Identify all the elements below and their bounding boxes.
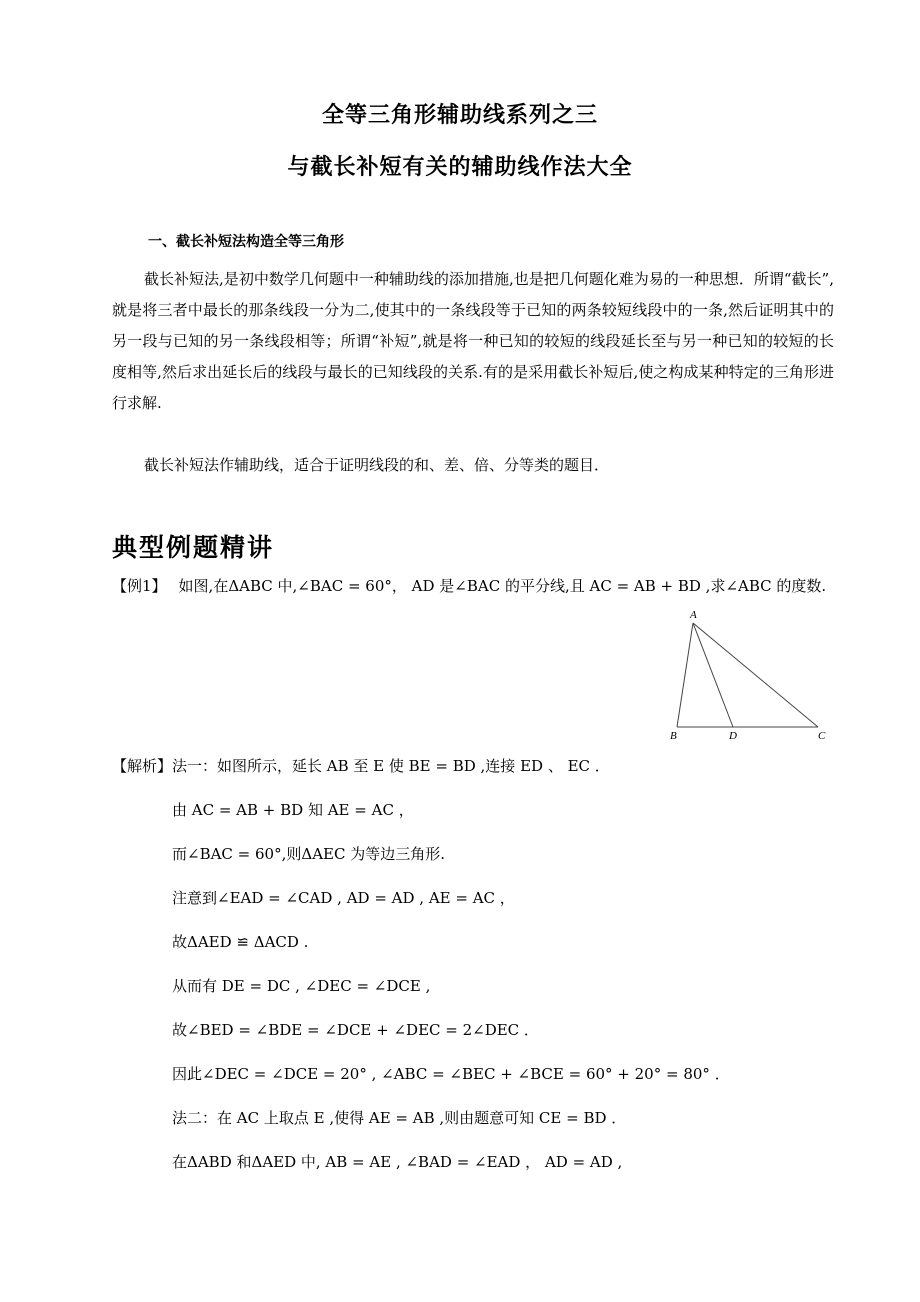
- solution-line-5: 故ΔAED ≌ ΔACD .: [172, 933, 309, 951]
- solution-line-10: 在ΔABD 和ΔAED 中, AB = AE , ∠BAD = ∠EAD ， AD = AD ,: [172, 1153, 623, 1171]
- edge-ac: [693, 623, 818, 727]
- solution-line-2: 由 AC = AB + BD 知 AE = AC ，: [172, 801, 414, 819]
- solution-line-7: 故∠BED = ∠BDE = ∠DCE + ∠DEC = 2∠DEC ．: [172, 1021, 539, 1039]
- triangle-figure: [660, 605, 840, 745]
- edge-ad: [693, 623, 733, 727]
- section-heading: 一、截长补短法构造全等三角形: [148, 234, 344, 250]
- solution-line-3: 而∠BAC = 60°,则ΔAEC 为等边三角形.: [172, 845, 445, 863]
- edge-ab: [677, 623, 693, 727]
- solution-line-1: 【解析】法一：如图所示，延长 AB 至 E 使 BE = BD ,连接 ED 、 EC ．: [112, 757, 610, 775]
- example-label: 【例1】: [112, 577, 167, 595]
- main-heading: 典型例题精讲: [112, 533, 275, 562]
- example-text: 如图,在ΔABC 中,∠BAC = 60°， AD 是∠BAC 的平分线,且 AC = AB + BD ,求∠ABC 的度数.: [178, 577, 827, 595]
- solution-line-8: 因此∠DEC = ∠DCE = 20° , ∠ABC = ∠BEC + ∠BCE = 60° + 20° = 80° ．: [172, 1065, 730, 1083]
- solution-line-4: 注意到∠EAD = ∠CAD , AD = AD , AE = AC ，: [172, 889, 515, 907]
- vertex-a-label: A: [690, 609, 697, 621]
- intro-paragraph-2: 截长补短法作辅助线，适合于证明线段的和、差、倍、分等类的题目．: [144, 456, 610, 474]
- title-line-1: 全等三角形辅助线系列之三: [321, 103, 598, 128]
- vertex-d-label: D: [729, 730, 737, 742]
- intro-paragraph-1: 截长补短法,是初中数学几何题中一种辅助线的添加措施,也是把几何题化难为易的一种思想．所谓“截长”,就是将三者中最长的那条线段一分为二,使其中的一条线段等于已知的两条较短线段中的一条,然后证明其中的另一段与已知的另一条线段相等；所谓“补短”,就是将一种已知的较短的线段延长至与另一种已知的较短的长度相等,然后求出延长后的线段与最长的已知线段的关系.有的是采用截长补短后,使之构成某种特定的三角形进行求解.: [112, 270, 834, 412]
- vertex-b-label: B: [670, 730, 677, 742]
- title-line-2: 与截长补短有关的辅助线作法大全: [287, 155, 633, 180]
- vertex-c-label: C: [818, 730, 826, 742]
- solution-line-6: 从而有 DE = DC , ∠DEC = ∠DCE ,: [172, 977, 431, 995]
- solution-line-9: 法二：在 AC 上取点 E ,使得 AE = AB ,则由题意可知 CE = BD ．: [172, 1109, 627, 1127]
- example-1: [112, 575, 826, 596]
